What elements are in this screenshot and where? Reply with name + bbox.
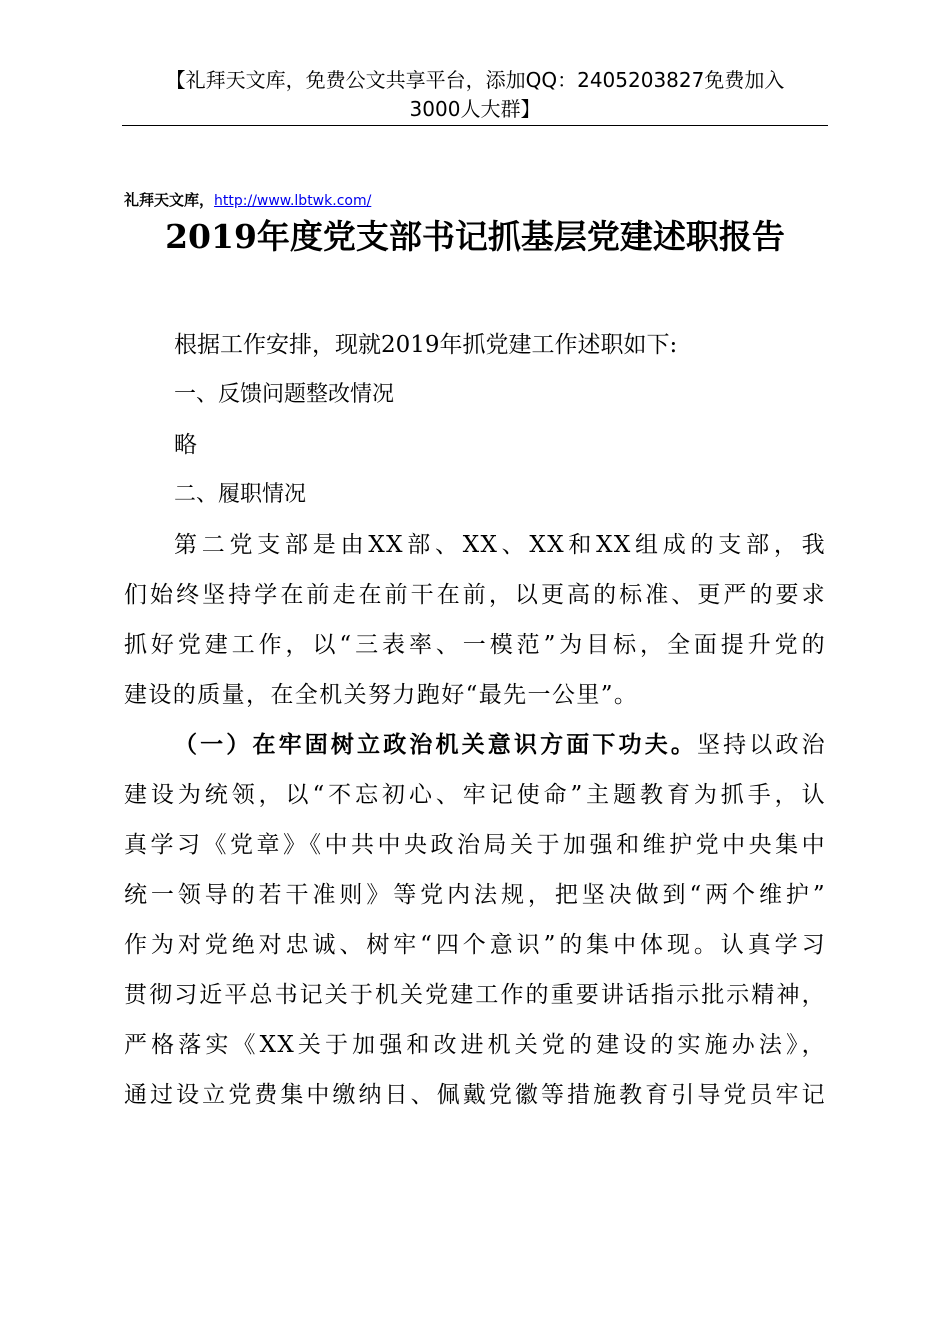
- document-body: [124, 320, 826, 1120]
- document-title: 2019年度党支部书记抓基层党建述职报告: [165, 217, 785, 256]
- section-heading-duties: 二、履职情况: [174, 482, 307, 507]
- text-line: 通过设立党费集中缴纳日、佩戴党徽等措施教育引导党员牢记: [124, 1082, 826, 1108]
- header-banner-line-2: 3000人大群】: [409, 97, 541, 121]
- text-line: 第二党支部是由XX部、XX、XX和XX组成的支部，我: [174, 532, 826, 558]
- text-line: 们始终坚持学在前走在前干在前，以更高的标准、更严的要求: [124, 582, 826, 608]
- subsection-lead: （一）在牢固树立政治机关意识方面下功夫。: [174, 731, 697, 758]
- text-line: 抓好党建工作，以“三表率、一模范”为目标，全面提升党的: [124, 632, 826, 658]
- text-line: 建设为统领，以“不忘初心、牢记使命”主题教育为抓手，认: [124, 782, 826, 808]
- text-line: 作为对党绝对忠诚、树牢“四个意识”的集中体现。认真学习: [124, 932, 826, 958]
- header-divider: [122, 125, 828, 126]
- source-label: 礼拜天文库，: [124, 191, 215, 209]
- header-banner: [122, 66, 828, 124]
- section-heading-feedback: 一、反馈问题整改情况: [174, 382, 395, 407]
- text-line: 建设的质量，在全机关努力跑好“最先一公里”。: [124, 682, 639, 708]
- paragraph-political-awareness: [124, 720, 826, 1120]
- header-banner-line-1: 【礼拜天文库，免费公文共享平台，添加QQ：2405203827免费加入: [165, 68, 785, 92]
- text-line: 严格落实《XX关于加强和改进机关党的建设的实施办法》，: [124, 1032, 826, 1058]
- text-line: 统一领导的若干准则》等党内法规，把坚决做到“两个维护”: [124, 882, 826, 908]
- subsection-lead-rest: 坚持以政治: [697, 732, 826, 758]
- text-line: 贯彻习近平总书记关于机关党建工作的重要讲话指示批示精神，: [124, 982, 826, 1008]
- intro-paragraph: 根据工作安排，现就2019年抓党建工作述职如下:: [174, 332, 678, 358]
- text-line: 真学习《党章》《中共中央政治局关于加强和维护党中央集中: [124, 832, 826, 858]
- text-line: [124, 720, 826, 770]
- source-line: [124, 190, 371, 211]
- paragraph-branch-overview: [124, 520, 826, 720]
- section-feedback-body: 略: [174, 432, 197, 458]
- source-link[interactable]: http://www.lbtwk.com/: [214, 193, 372, 209]
